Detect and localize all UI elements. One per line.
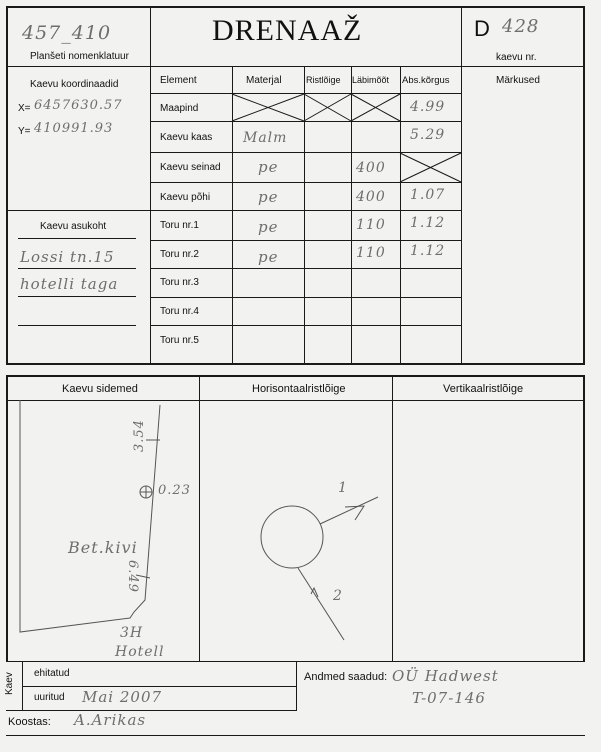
footer-col-divider — [296, 661, 297, 711]
footer-side-divider — [22, 661, 23, 710]
footer-compiler-line — [6, 735, 585, 736]
frame-top-border — [6, 6, 584, 8]
data-source-line2: T-07-146 — [412, 689, 486, 707]
well-number-label: kaevu nr. — [496, 52, 537, 63]
col-divider-section — [304, 66, 305, 364]
y-label: Y= — [18, 126, 31, 137]
surveyed-value: Mai 2007 — [82, 688, 163, 706]
row-label: Kaevu kaas — [160, 132, 213, 143]
well-cross-section — [261, 506, 323, 568]
row-label: Toru nr.5 — [160, 335, 199, 346]
building-label: Bet.kivi — [68, 538, 138, 557]
horizontal-heading: Horisontaalristlõige — [252, 383, 346, 395]
row-label: Maapind — [160, 103, 199, 114]
distance-bottom: 6.49 — [125, 560, 140, 593]
sketch-top-border — [6, 375, 584, 377]
material-value: pe — [258, 248, 279, 266]
data-source-label: Andmed saadud: — [304, 671, 388, 683]
header-section: Ristlõige — [306, 75, 341, 85]
row-divider — [150, 240, 462, 241]
well-prefix: D — [474, 16, 490, 41]
row-divider — [150, 210, 462, 211]
header-material: Materjal — [246, 75, 282, 86]
distance-circle: 0.23 — [158, 483, 191, 498]
pipe1-number: 1 — [338, 480, 348, 496]
sketch-header-divider — [6, 400, 585, 401]
footer-bottom-line — [6, 710, 296, 711]
diameter-value: 110 — [356, 245, 386, 261]
surveyed-label: uuritud — [34, 692, 65, 703]
diameter-value: 400 — [356, 189, 386, 205]
footer-side-label: Kaev — [4, 672, 15, 695]
row-label: Toru nr.2 — [160, 249, 199, 260]
elevation-value: 5.29 — [410, 127, 446, 143]
connections-heading: Kaevu sidemed — [62, 383, 138, 395]
frame-right-border — [583, 6, 585, 364]
material-value: pe — [258, 218, 279, 236]
row-divider — [150, 268, 462, 269]
title-left-divider — [150, 6, 151, 364]
row-label: Kaevu põhi — [160, 192, 211, 203]
location-line1-rule — [18, 268, 136, 269]
location-line1: Lossi tn.15 — [20, 248, 115, 266]
material-value: pe — [258, 188, 279, 206]
elevation-value: 4.99 — [410, 99, 446, 115]
row-divider — [150, 182, 462, 183]
title-right-divider — [461, 6, 462, 364]
location-line2: hotelli taga — [20, 275, 119, 293]
x-value: 6457630.57 — [34, 98, 123, 113]
hotel-label: Hotell — [115, 644, 165, 660]
coordinates-heading: Kaevu koordinaadid — [30, 79, 119, 90]
well-number: 428 — [502, 16, 540, 37]
col-divider-material — [232, 66, 233, 364]
built-label: ehitatud — [34, 668, 70, 679]
material-value: pe — [258, 158, 279, 176]
col-divider-elevation — [400, 66, 401, 364]
col-divider-diameter — [351, 66, 352, 364]
header-diameter: Läbimõõt — [352, 75, 390, 85]
row-divider — [150, 93, 462, 94]
header-elevation: Abs.kõrgus — [402, 75, 450, 86]
vertical-heading: Vertikaalristlõige — [443, 383, 524, 395]
nomenclature-label: Planšeti nomenklatuur — [30, 51, 129, 62]
data-source-line1: OÜ Hadwest — [392, 667, 499, 685]
sketch-col-divider-2 — [392, 375, 393, 661]
location-heading: Kaevu asukoht — [40, 221, 107, 232]
row-label: Toru nr.1 — [160, 220, 199, 231]
frame-bottom-border — [6, 363, 585, 365]
sketch-left-border — [6, 375, 8, 661]
row-divider — [150, 325, 462, 326]
location-line2-rule — [18, 296, 136, 297]
row-divider — [150, 152, 462, 153]
nomenclature-value: 457_410 — [22, 22, 112, 44]
diameter-value: 400 — [356, 160, 386, 176]
well-symbol — [140, 486, 152, 498]
location-heading-underline — [18, 238, 136, 239]
row-label: Kaevu seinad — [160, 162, 221, 173]
elevation-value: 1.07 — [410, 187, 446, 203]
sketch-right-border — [583, 375, 585, 661]
material-value: Malm — [243, 130, 288, 146]
compiler-label: Koostas: — [8, 716, 51, 728]
header-element: Element — [160, 75, 197, 86]
footer-mid-line — [22, 686, 296, 687]
sketch-col-divider-1 — [199, 375, 200, 661]
elevation-value: 1.12 — [410, 243, 446, 259]
location-line3-rule — [18, 325, 136, 326]
row-label: Toru nr.4 — [160, 306, 199, 317]
frame-left-border — [6, 6, 8, 364]
elevation-value: 1.12 — [410, 215, 446, 231]
row-label: Toru nr.3 — [160, 277, 199, 288]
distance-top: 3.54 — [132, 419, 147, 452]
left-section-divider — [6, 210, 151, 211]
y-value: 410991.93 — [34, 121, 114, 136]
header-remarks: Märkused — [496, 75, 540, 86]
compiler-value: A.Arikas — [74, 711, 147, 729]
diameter-value: 110 — [356, 217, 386, 233]
row-divider — [150, 121, 462, 122]
hotel-number: 3H — [120, 625, 144, 641]
page-title: DRENAAŽ — [212, 14, 363, 47]
x-label: X= — [18, 103, 31, 114]
pipe2-number: 2 — [333, 588, 343, 604]
row-divider — [150, 297, 462, 298]
header-divider — [6, 66, 585, 67]
